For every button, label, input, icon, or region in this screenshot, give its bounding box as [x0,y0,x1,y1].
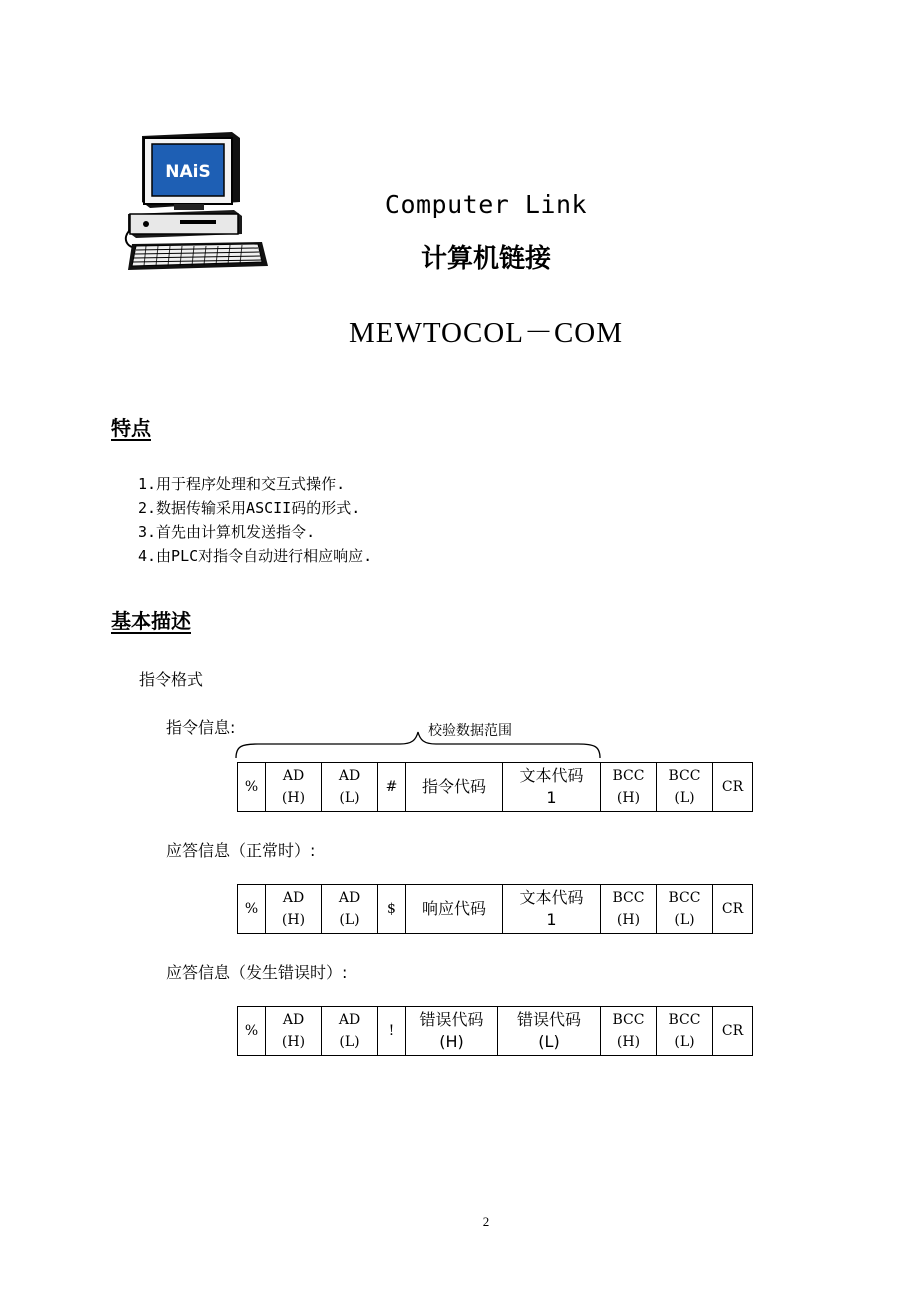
feature-item: 3.首先由计算机发送指令. [138,523,316,541]
basic-description-heading: 基本描述 [111,609,191,633]
frame-cell: CR [713,1007,753,1056]
frame-cell: AD (L) [322,763,378,812]
features-heading: 特点 [111,416,151,440]
feature-item: 1.用于程序处理和交互式操作. [138,475,346,493]
response-normal-table [237,884,753,934]
frame-cell: 指令代码 [406,763,503,812]
frame-cell: 文本代码 1 [503,885,601,934]
frame-cell: 响应代码 [406,885,503,934]
frame-cell: AD (H) [266,1007,322,1056]
page-number: 2 [482,1214,490,1229]
frame-cell: AD (L) [322,1007,378,1056]
check-range-label: 校验数据范围 [428,723,512,739]
frame-cell: BCC (L) [657,1007,713,1056]
protocol-title: MEWTOCOL－COM [348,317,624,349]
title-english: Computer Link [384,190,588,219]
frame-cell: BCC (L) [657,885,713,934]
frame-cell: % [238,763,266,812]
frame-cell: CR [713,763,753,812]
frame-cell: BCC (H) [601,885,657,934]
frame-cell: AD (H) [266,885,322,934]
response-error-table [237,1006,753,1056]
frame-cell: BCC (H) [601,763,657,812]
frame-cell: ! [378,1007,406,1056]
frame-cell: % [238,1007,266,1056]
frame-cell: AD (L) [322,885,378,934]
table-row [238,1007,753,1056]
response-normal-label: 应答信息（正常时）: [166,841,316,860]
frame-cell: BCC (L) [657,763,713,812]
title-chinese: 计算机链接 [420,244,551,274]
frame-cell: AD (H) [266,763,322,812]
command-message-label: 指令信息: [166,718,236,737]
features-list [138,472,372,568]
frame-cell: # [378,763,406,812]
feature-item: 2.数据传输采用ASCII码的形式. [138,499,361,517]
logo-brand-text: NAiS [165,162,211,182]
response-error-label: 应答信息（发生错误时）: [166,963,348,982]
feature-item: 4.由PLC对指令自动进行相应响应. [138,547,373,565]
frame-cell: % [238,885,266,934]
frame-cell: BCC (H) [601,1007,657,1056]
command-format-label: 指令格式 [139,670,204,689]
command-message-table [237,762,753,812]
frame-cell: 错误代码 (L) [498,1007,601,1056]
frame-cell: CR [713,885,753,934]
check-range-brace-icon [232,730,604,760]
frame-cell: $ [378,885,406,934]
frame-cell: 文本代码 1 [503,763,601,812]
table-row [238,763,753,812]
table-row [238,885,753,934]
frame-cell: 错误代码 (H) [406,1007,498,1056]
